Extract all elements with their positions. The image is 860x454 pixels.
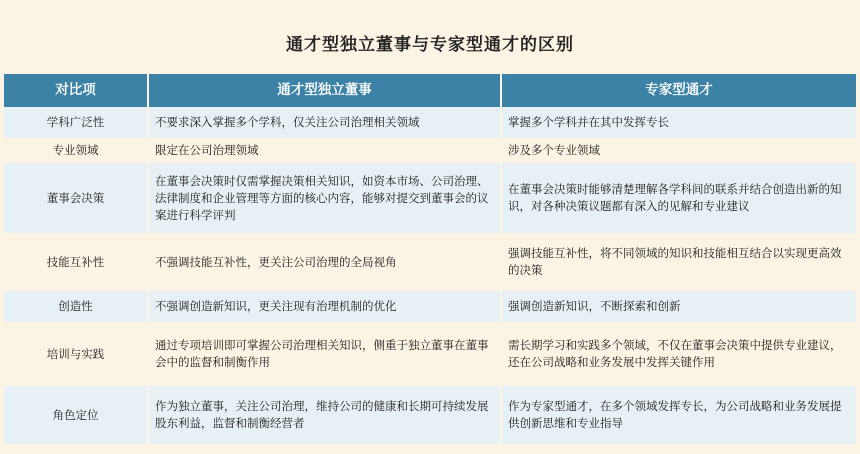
table-row (4, 162, 856, 234)
comparison-table (4, 74, 856, 446)
generalist-cell: 在董事会决策时仅需掌握决策相关知识，如资本市场、公司治理、法律制度和企业管理等方面的核心内容，能够对提交到董事会的议案进行科学评判 (148, 162, 501, 234)
row-label: 董事会决策 (4, 162, 148, 234)
generalist-cell: 限定在公司治理领域 (148, 139, 501, 162)
header-generalist-director: 通才型独立董事 (148, 74, 501, 107)
generalist-cell: 不要求深入掌握多个学科，仅关注公司治理相关领域 (148, 107, 501, 139)
expert-cell: 强调技能互补性，将不同领域的知识和技能相互结合以实现更高效的决策 (501, 234, 856, 290)
header-expert-generalist: 专家型通才 (501, 74, 856, 107)
expert-cell: 作为专家型通才，在多个领域发挥专长，为公司战略和业务发展提供创新思维和专业指导 (501, 385, 856, 445)
row-label: 创造性 (4, 290, 148, 323)
row-label: 技能互补性 (4, 234, 148, 290)
expert-cell: 在董事会决策时能够清楚理解各学科间的联系并结合创造出新的知识，对各种决策议题都有深入的见解和专业建议 (501, 162, 856, 234)
row-label: 培训与实践 (4, 323, 148, 385)
table-row (4, 290, 856, 323)
generalist-cell: 作为独立董事，关注公司治理，维持公司的健康和长期可持续发展股东利益，监督和制衡经营者 (148, 385, 501, 445)
table-row (4, 107, 856, 139)
row-label: 专业领域 (4, 139, 148, 162)
table-row (4, 323, 856, 385)
expert-cell: 强调创造新知识，不断探索和创新 (501, 290, 856, 323)
generalist-cell: 通过专项培训即可掌握公司治理相关知识，侧重于独立董事在董事会中的监督和制衡作用 (148, 323, 501, 385)
generalist-cell: 不强调技能互补性，更关注公司治理的全局视角 (148, 234, 501, 290)
row-label: 角色定位 (4, 385, 148, 445)
table-header-row (4, 74, 856, 107)
table-row (4, 385, 856, 445)
page-title: 通才型独立董事与专家型通才的区别 (286, 35, 574, 55)
table-row (4, 234, 856, 290)
header-comparison-item: 对比项 (4, 74, 148, 107)
expert-cell: 涉及多个专业领域 (501, 139, 856, 162)
table-row (4, 139, 856, 162)
row-label: 学科广泛性 (4, 107, 148, 139)
expert-cell: 掌握多个学科并在其中发挥专长 (501, 107, 856, 139)
expert-cell: 需长期学习和实践多个领域，不仅在董事会决策中提供专业建议，还在公司战略和业务发展中发挥关键作用 (501, 323, 856, 385)
generalist-cell: 不强调创造新知识，更关注现有治理机制的优化 (148, 290, 501, 323)
